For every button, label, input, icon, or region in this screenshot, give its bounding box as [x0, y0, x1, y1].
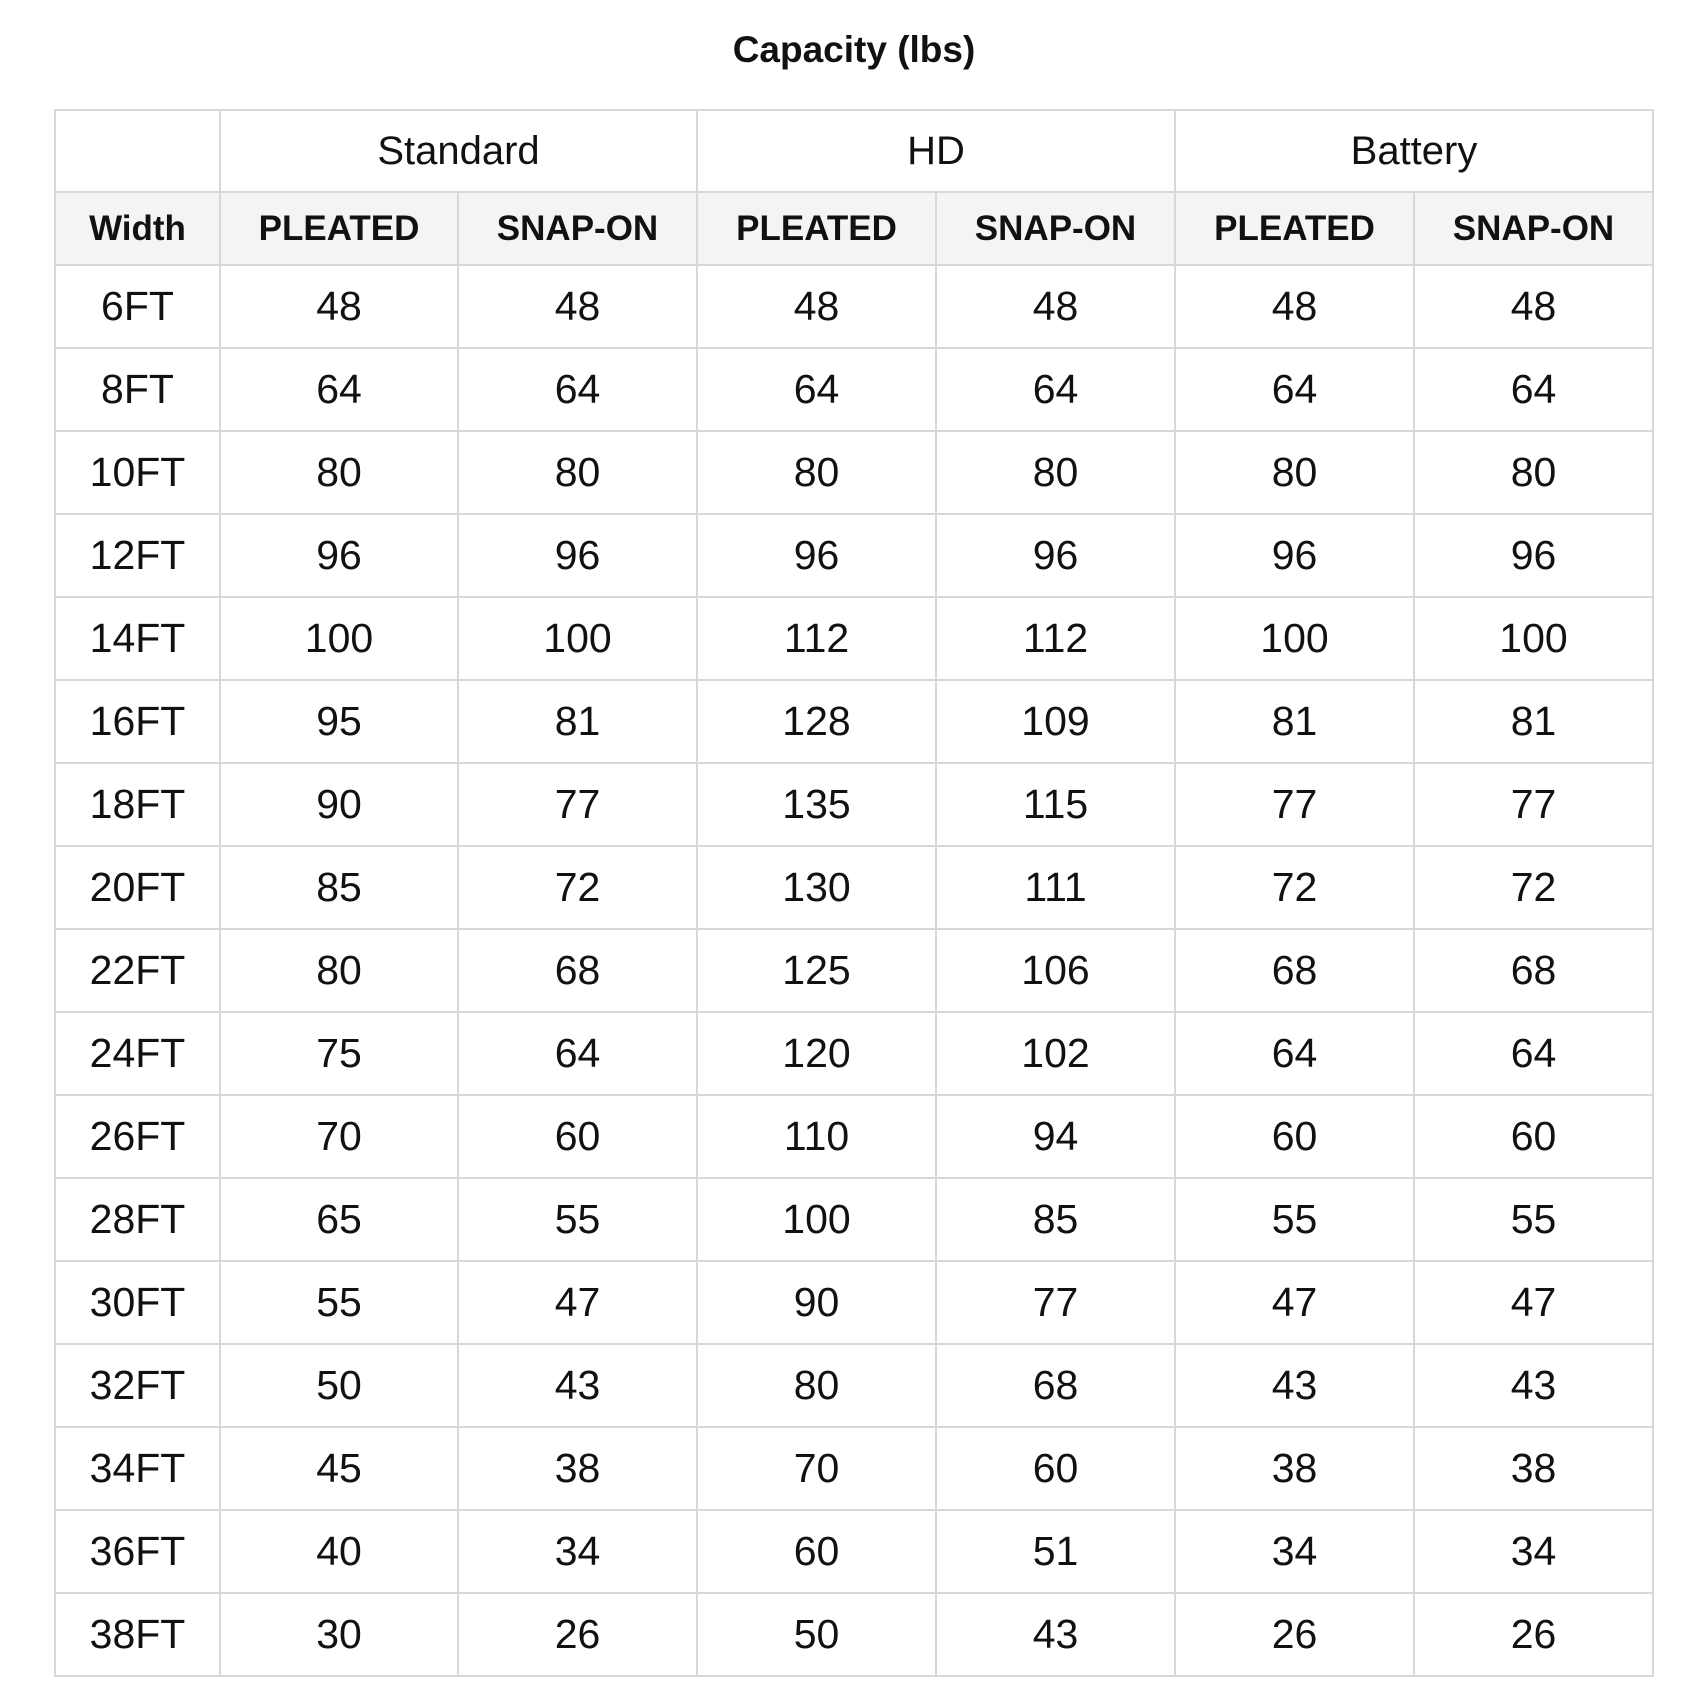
table-row — [55, 265, 1653, 348]
value-cell: 48 — [458, 265, 697, 348]
value-cell: 47 — [1175, 1261, 1414, 1344]
value-cell: 80 — [220, 431, 458, 514]
value-cell: 135 — [697, 763, 936, 846]
width-cell: 12FT — [55, 514, 220, 597]
value-cell: 38 — [1414, 1427, 1653, 1510]
value-cell: 55 — [1414, 1178, 1653, 1261]
width-cell: 28FT — [55, 1178, 220, 1261]
table-row — [55, 1095, 1653, 1178]
table-row — [55, 929, 1653, 1012]
value-cell: 60 — [1175, 1095, 1414, 1178]
value-cell: 95 — [220, 680, 458, 763]
value-cell: 77 — [1414, 763, 1653, 846]
value-cell: 68 — [1414, 929, 1653, 1012]
value-cell: 45 — [220, 1427, 458, 1510]
column-group-row — [55, 110, 1653, 192]
value-cell: 80 — [220, 929, 458, 1012]
value-cell: 72 — [458, 846, 697, 929]
value-cell: 100 — [697, 1178, 936, 1261]
value-cell: 112 — [936, 597, 1175, 680]
value-cell: 55 — [1175, 1178, 1414, 1261]
value-cell: 112 — [697, 597, 936, 680]
width-cell: 18FT — [55, 763, 220, 846]
value-cell: 96 — [936, 514, 1175, 597]
value-cell: 64 — [458, 1012, 697, 1095]
value-cell: 80 — [458, 431, 697, 514]
column-header-battery-pleated: PLEATED — [1175, 192, 1414, 265]
width-cell: 22FT — [55, 929, 220, 1012]
corner-cell — [55, 110, 220, 192]
column-header-standard-pleated: PLEATED — [220, 192, 458, 265]
column-header-row — [55, 192, 1653, 265]
width-cell: 16FT — [55, 680, 220, 763]
width-cell: 8FT — [55, 348, 220, 431]
table-row — [55, 1510, 1653, 1593]
value-cell: 80 — [1175, 431, 1414, 514]
table-row — [55, 1178, 1653, 1261]
table-row — [55, 1344, 1653, 1427]
width-cell: 20FT — [55, 846, 220, 929]
table-row — [55, 514, 1653, 597]
value-cell: 94 — [936, 1095, 1175, 1178]
value-cell: 77 — [936, 1261, 1175, 1344]
value-cell: 26 — [458, 1593, 697, 1676]
width-cell: 14FT — [55, 597, 220, 680]
value-cell: 81 — [1414, 680, 1653, 763]
value-cell: 64 — [220, 348, 458, 431]
value-cell: 77 — [1175, 763, 1414, 846]
value-cell: 109 — [936, 680, 1175, 763]
width-cell: 10FT — [55, 431, 220, 514]
value-cell: 55 — [220, 1261, 458, 1344]
value-cell: 128 — [697, 680, 936, 763]
value-cell: 60 — [697, 1510, 936, 1593]
value-cell: 64 — [1175, 1012, 1414, 1095]
column-header-hd-pleated: PLEATED — [697, 192, 936, 265]
table-row — [55, 1593, 1653, 1676]
value-cell: 50 — [697, 1593, 936, 1676]
column-header-width: Width — [55, 192, 220, 265]
value-cell: 80 — [697, 1344, 936, 1427]
value-cell: 38 — [1175, 1427, 1414, 1510]
value-cell: 48 — [936, 265, 1175, 348]
value-cell: 51 — [936, 1510, 1175, 1593]
value-cell: 38 — [458, 1427, 697, 1510]
value-cell: 65 — [220, 1178, 458, 1261]
value-cell: 47 — [458, 1261, 697, 1344]
value-cell: 115 — [936, 763, 1175, 846]
value-cell: 68 — [1175, 929, 1414, 1012]
value-cell: 110 — [697, 1095, 936, 1178]
value-cell: 120 — [697, 1012, 936, 1095]
value-cell: 111 — [936, 846, 1175, 929]
value-cell: 43 — [458, 1344, 697, 1427]
column-header-standard-snapon: SNAP-ON — [458, 192, 697, 265]
value-cell: 102 — [936, 1012, 1175, 1095]
group-header-battery: Battery — [1175, 110, 1653, 192]
value-cell: 81 — [1175, 680, 1414, 763]
value-cell: 60 — [458, 1095, 697, 1178]
value-cell: 68 — [458, 929, 697, 1012]
value-cell: 34 — [1175, 1510, 1414, 1593]
width-cell: 38FT — [55, 1593, 220, 1676]
value-cell: 80 — [936, 431, 1175, 514]
value-cell: 34 — [458, 1510, 697, 1593]
table-row — [55, 846, 1653, 929]
value-cell: 55 — [458, 1178, 697, 1261]
group-header-hd: HD — [697, 110, 1175, 192]
value-cell: 100 — [220, 597, 458, 680]
capacity-table — [54, 109, 1654, 1677]
value-cell: 72 — [1175, 846, 1414, 929]
width-cell: 24FT — [55, 1012, 220, 1095]
value-cell: 47 — [1414, 1261, 1653, 1344]
table-row — [55, 763, 1653, 846]
value-cell: 106 — [936, 929, 1175, 1012]
table-row — [55, 1427, 1653, 1510]
page-title: Capacity (lbs) — [732, 29, 976, 70]
value-cell: 64 — [936, 348, 1175, 431]
value-cell: 80 — [1414, 431, 1653, 514]
value-cell: 64 — [697, 348, 936, 431]
width-cell: 36FT — [55, 1510, 220, 1593]
value-cell: 85 — [220, 846, 458, 929]
value-cell: 26 — [1414, 1593, 1653, 1676]
value-cell: 85 — [936, 1178, 1175, 1261]
value-cell: 70 — [220, 1095, 458, 1178]
value-cell: 64 — [1414, 348, 1653, 431]
value-cell: 40 — [220, 1510, 458, 1593]
value-cell: 50 — [220, 1344, 458, 1427]
value-cell: 60 — [936, 1427, 1175, 1510]
width-cell: 26FT — [55, 1095, 220, 1178]
value-cell: 100 — [458, 597, 697, 680]
group-header-standard: Standard — [220, 110, 697, 192]
value-cell: 125 — [697, 929, 936, 1012]
value-cell: 96 — [458, 514, 697, 597]
value-cell: 90 — [697, 1261, 936, 1344]
value-cell: 64 — [458, 348, 697, 431]
value-cell: 48 — [697, 265, 936, 348]
column-header-battery-snapon: SNAP-ON — [1414, 192, 1653, 265]
width-cell: 30FT — [55, 1261, 220, 1344]
value-cell: 81 — [458, 680, 697, 763]
value-cell: 48 — [220, 265, 458, 348]
table-row — [55, 1012, 1653, 1095]
table-row — [55, 431, 1653, 514]
value-cell: 80 — [697, 431, 936, 514]
value-cell: 96 — [697, 514, 936, 597]
value-cell: 60 — [1414, 1095, 1653, 1178]
width-cell: 34FT — [55, 1427, 220, 1510]
table-body — [55, 265, 1653, 1676]
value-cell: 75 — [220, 1012, 458, 1095]
width-cell: 32FT — [55, 1344, 220, 1427]
column-header-hd-snapon: SNAP-ON — [936, 192, 1175, 265]
value-cell: 90 — [220, 763, 458, 846]
table-row — [55, 1261, 1653, 1344]
value-cell: 77 — [458, 763, 697, 846]
value-cell: 43 — [936, 1593, 1175, 1676]
value-cell: 96 — [220, 514, 458, 597]
value-cell: 130 — [697, 846, 936, 929]
value-cell: 72 — [1414, 846, 1653, 929]
value-cell: 64 — [1414, 1012, 1653, 1095]
table-row — [55, 680, 1653, 763]
table-row — [55, 597, 1653, 680]
value-cell: 43 — [1414, 1344, 1653, 1427]
value-cell: 43 — [1175, 1344, 1414, 1427]
value-cell: 70 — [697, 1427, 936, 1510]
value-cell: 34 — [1414, 1510, 1653, 1593]
value-cell: 48 — [1414, 265, 1653, 348]
value-cell: 100 — [1175, 597, 1414, 680]
value-cell: 64 — [1175, 348, 1414, 431]
value-cell: 26 — [1175, 1593, 1414, 1676]
value-cell: 96 — [1175, 514, 1414, 597]
table-row — [55, 348, 1653, 431]
value-cell: 30 — [220, 1593, 458, 1676]
width-cell: 6FT — [55, 265, 220, 348]
value-cell: 100 — [1414, 597, 1653, 680]
value-cell: 96 — [1414, 514, 1653, 597]
value-cell: 68 — [936, 1344, 1175, 1427]
value-cell: 48 — [1175, 265, 1414, 348]
